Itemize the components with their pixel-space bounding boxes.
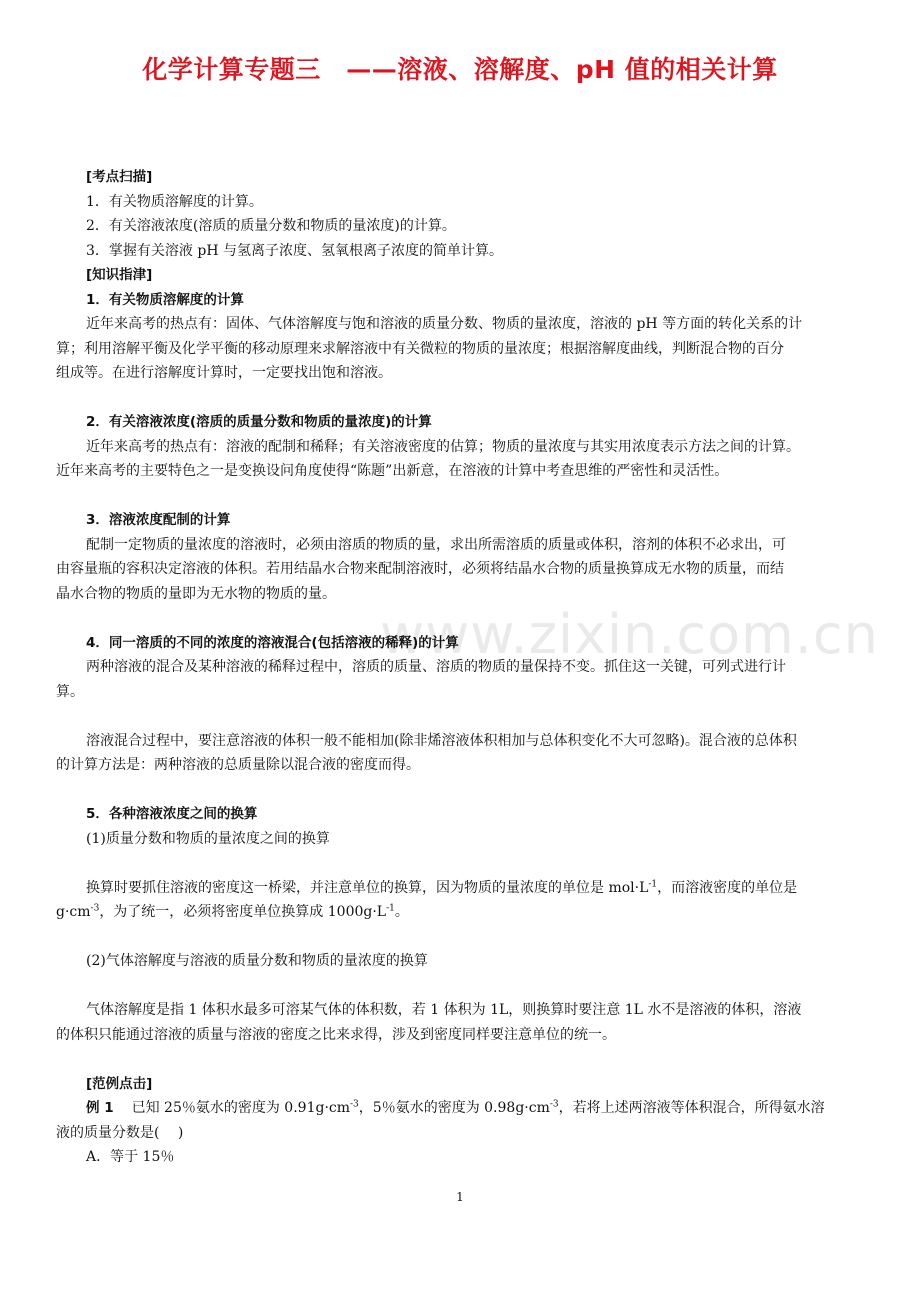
example-label: 例 1 — [86, 1100, 114, 1116]
paragraph-line: $g\cdot cm^{-3}$，为了统一，必须将密度单位换算成 $1000g\cdot L^{-1}$。 — [56, 903, 409, 920]
subsection-title-1: 1．有关物质溶解度的计算 — [86, 291, 244, 308]
paragraph-line: 组成等。在进行溶解度计算时，一定要找出饱和溶液。 — [56, 365, 392, 381]
section-heading-examples: [范例点击] — [86, 1075, 153, 1092]
subsection-title-5: 5．各种溶液浓度之间的换算 — [86, 806, 258, 822]
paragraph-line: 近年来高考的热点有：固体、气体溶解度与饱和溶液的质量分数、物质的量浓度，溶液的 pH 等方面的转化关系的计 — [86, 316, 803, 332]
document-body — [56, 165, 864, 1170]
example-line: 例 1 已知 25％氨水的密度为 $0.91g\cdot cm^{-3}$，5％氨水的密度为 $0.98g\cdot cm^{-3}$，若将上述两溶液等体积混合，所得氨水溶 — [86, 1099, 825, 1116]
paragraph-line: 算。 — [56, 683, 84, 700]
paragraph-line: 气体溶解度是指 1 体积水最多可溶某气体的体积数，若 1 体积为 1L，则换算时要注意 1L 水不是溶液的体积，溶液 — [86, 1002, 802, 1018]
subsection-title-4: 4．同一溶质的不同的浓度的溶液混合(包括溶液的稀释)的计算 — [86, 634, 459, 651]
section-heading-knowledge: [知识指津] — [86, 267, 153, 283]
paragraph-line: 算；利用溶解平衡及化学平衡的移动原理来求解溶液中有关微粒的物质的量浓度；根据溶解度曲线，判断混合物的百分 — [56, 340, 784, 357]
list-item: 1．有关物质溶解度的计算。 — [86, 193, 263, 210]
page-number: 1 — [456, 1190, 464, 1204]
paragraph-line: 近年来高考的热点有：溶液的配制和稀释；有关溶液密度的估算；物质的量浓度与其实用浓度表示方法之间的计算。 — [86, 438, 800, 455]
page-title: 化学计算专题三 ——溶液、溶解度、pH 值的相关计算 — [142, 55, 778, 84]
list-item: 2．有关溶液浓度(溶质的质量分数和物质的量浓度)的计算。 — [86, 218, 456, 234]
paragraph-line: 近年来高考的主要特色之一是变换设问角度使得“陈题”出新意，在溶液的计算中考查思维的严密性和灵活性。 — [56, 463, 729, 479]
watermark: www.zixin.com.cn — [380, 603, 879, 666]
subsection-subtitle: (2)气体溶解度与溶液的质量分数和物质的量浓度的换算 — [86, 953, 428, 969]
subsection-subtitle: (1)质量分数和物质的量浓度之间的换算 — [86, 830, 330, 847]
paragraph-line: 的体积只能通过溶液的质量与溶液的密度之比来求得，涉及到密度同样要注意单位的统一。 — [56, 1026, 616, 1043]
section-heading-exam-points: [考点扫描] — [86, 169, 153, 185]
paragraph-line: 溶液混合过程中，要注意溶液的体积一般不能相加(除非烯溶液体积相加与总体积变化不大可忽略)。混合液的总体积 — [86, 732, 797, 749]
list-item: 3．掌握有关溶液 pH 与氢离子浓度、氢氧根离子浓度的简单计算。 — [86, 242, 503, 259]
paragraph-line: 配制一定物质的量浓度的溶液时，必须由溶质的物质的量，求出所需溶质的质量或体积，溶剂的体积不必求出，可 — [86, 536, 786, 553]
example-line: 液的质量分数是( ) — [56, 1124, 184, 1141]
paragraph-line: 晶水合物的物质的量即为无水物的物质的量。 — [56, 585, 336, 602]
paragraph-line: 换算时要抓住溶液的密度这一桥梁，并注意单位的换算，因为物质的量浓度的单位是 $mol\cdot L^{-1}$，而溶液密度的单位是 — [86, 878, 798, 896]
subsection-title-2: 2．有关溶液浓度(溶质的质量分数和物质的量浓度)的计算 — [86, 414, 432, 430]
paragraph-line: 由容量瓶的容积决定溶液的体积。若用结晶水合物来配制溶液时，必须将结晶水合物的质量换算成无水物的质量，而结 — [56, 561, 784, 577]
paragraph-line: 的计算方法是：两种溶液的总质量除以混合液的密度而得。 — [56, 757, 420, 773]
option-a: A．等于 15％ — [86, 1149, 175, 1165]
subsection-title-3: 3．溶液浓度配制的计算 — [86, 512, 231, 528]
paragraph-line: 两种溶液的混合及某种溶液的稀释过程中，溶质的质量、溶质的物质的量保持不变。抓住这一关键，可列式进行计 — [86, 659, 786, 675]
